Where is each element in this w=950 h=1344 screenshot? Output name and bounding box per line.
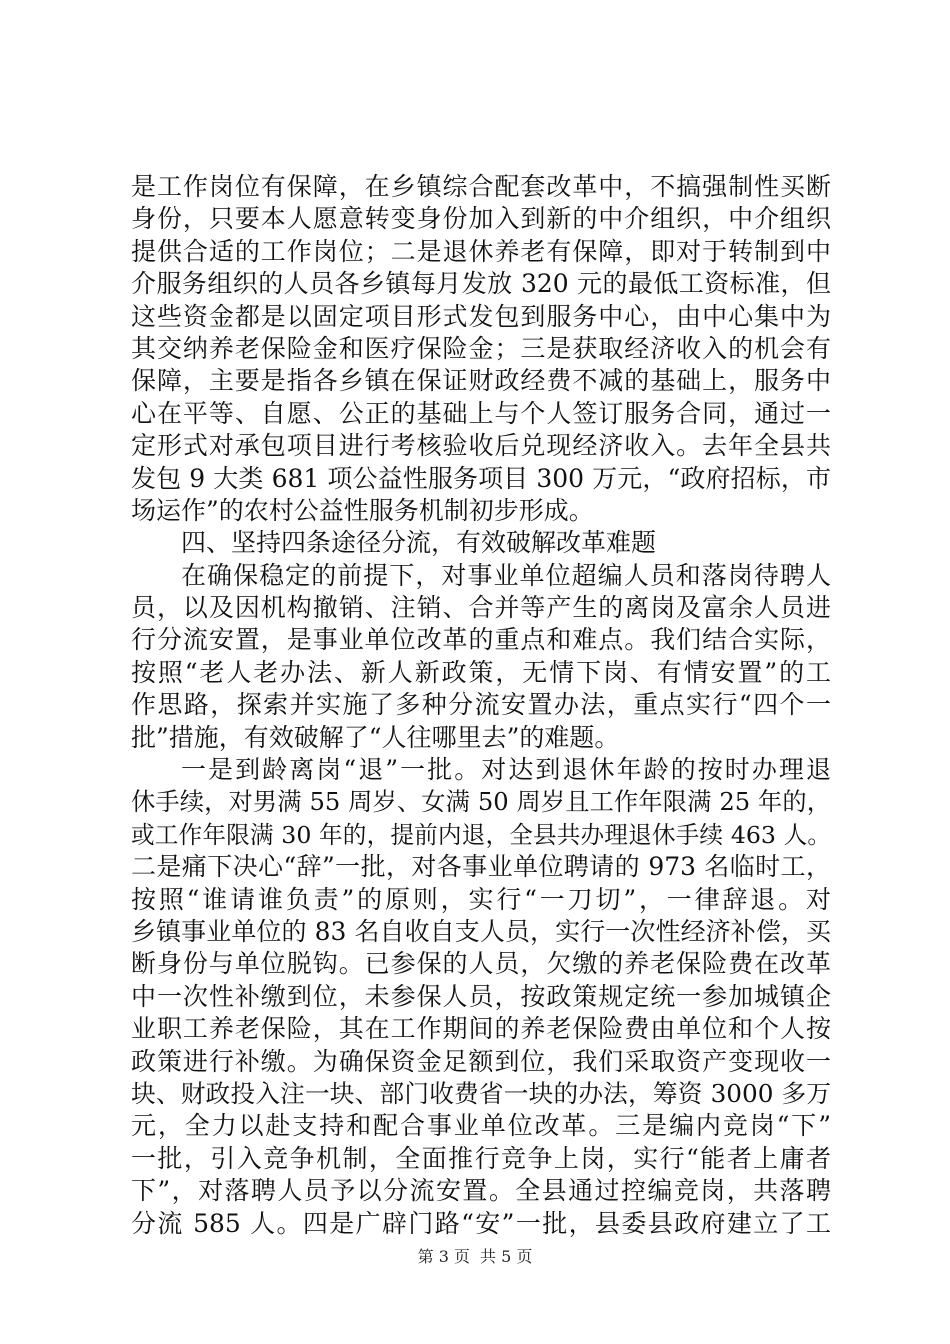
text-line: 介服务组织的人员各乡镇每月发放 320 元的最低工资标准，但 [131,269,831,299]
text-line: 保障，主要是指各乡镇在保证财政经费不减的基础上，服务中 [131,366,831,396]
text-line: 心在平等、自愿、公正的基础上与个人签订服务合同，通过一 [131,398,831,428]
text-line: 下”，对落聘人员予以分流安置。全县通过控编竞岗，共落聘 [131,1176,831,1206]
text-line: 场运作”的农村公益性服务机制初步形成。 [131,495,594,525]
text-line: 中一次性补缴到位，未参保人员，按政策规定统一参加城镇企 [131,981,831,1011]
text-line: 员，以及因机构撤销、注销、合并等产生的离岗及富余人员进 [131,593,831,623]
text-line: 这些资金都是以固定项目形式发包到服务中心，由中心集中为 [131,301,831,331]
text-line: 业职工养老保险，其在工作期间的养老保险费由单位和个人按 [131,1014,831,1044]
text-line: 是工作岗位有保障，在乡镇综合配套改革中，不搞强制性买断 [131,172,831,201]
text-line: 行分流安置，是事业单位改革的重点和难点。我们结合实际， [131,625,831,655]
text-line: 身份，只要本人愿意转变身份加入到新的中介组织，中介组织 [131,204,831,234]
text-line: 一批，引入竞争机制，全面推行竞争上岗，实行“能者上庸者 [131,1143,831,1173]
text-line: 块、财政投入注一块、部门收费省一块的办法，筹资 3000 多万 [131,1078,831,1108]
text-line: 分流 585 人。四是广辟门路“安”一批，县委县政府建立了工 [131,1208,831,1238]
text-line: 批”措施，有效破解了“人往哪里去”的难题。 [131,722,620,752]
section-heading: 四、坚持四条途径分流，有效破解改革难题 [181,528,657,558]
text-line: 在确保稳定的前提下，对事业单位超编人员和落岗待聘人 [181,560,831,590]
text-line: 休手续，对男满 55 周岁、女满 50 周岁且工作年限满 25 年的， [131,787,831,817]
text-line: 提供合适的工作岗位；二是退休养老有保障，即对于转制到中 [131,236,831,266]
text-line: 元，全力以赴支持和配合事业单位改革。三是编内竞岗“下” [131,1111,831,1141]
page-footer [0,1244,950,1267]
page-number: 第 3 页 [417,1247,470,1266]
text-line: 一是到龄离岗“退”一批。对达到退休年龄的按时办理退 [181,755,831,785]
text-line: 按照“谁请谁负责”的原则，实行“一刀切”，一律辞退。对 [131,884,831,914]
text-line: 定形式对承包项目进行考核验收后兑现经济收入。去年全县共 [131,431,831,461]
text-line: 发包 9 大类 681 项公益性服务项目 300 万元，“政府招标，市 [131,463,831,493]
text-line: 乡镇事业单位的 83 名自收自支人员，实行一次性经济补偿，买 [131,916,831,946]
text-line: 断身份与单位脱钩。已参保的人员，欠缴的养老保险费在改革 [131,949,831,979]
body-text [131,171,831,1240]
text-line: 二是痛下决心“辞”一批，对各事业单位聘请的 973 名临时工， [131,852,831,882]
text-line: 其交纳养老保险金和医疗保险金；三是获取经济收入的机会有 [131,333,831,363]
text-line: 按照“老人老办法、新人新政策，无情下岗、有情安置”的工 [131,657,831,687]
text-line: 作思路，探索并实施了多种分流安置办法，重点实行“四个一 [131,690,831,720]
text-line: 或工作年限满 30 年的，提前内退，全县共办理退休手续 463 人。 [131,820,831,849]
page-total: 共 5 页 [480,1247,533,1266]
text-line: 政策进行补缴。为确保资金足额到位，我们采取资产变现收一 [131,1046,831,1076]
